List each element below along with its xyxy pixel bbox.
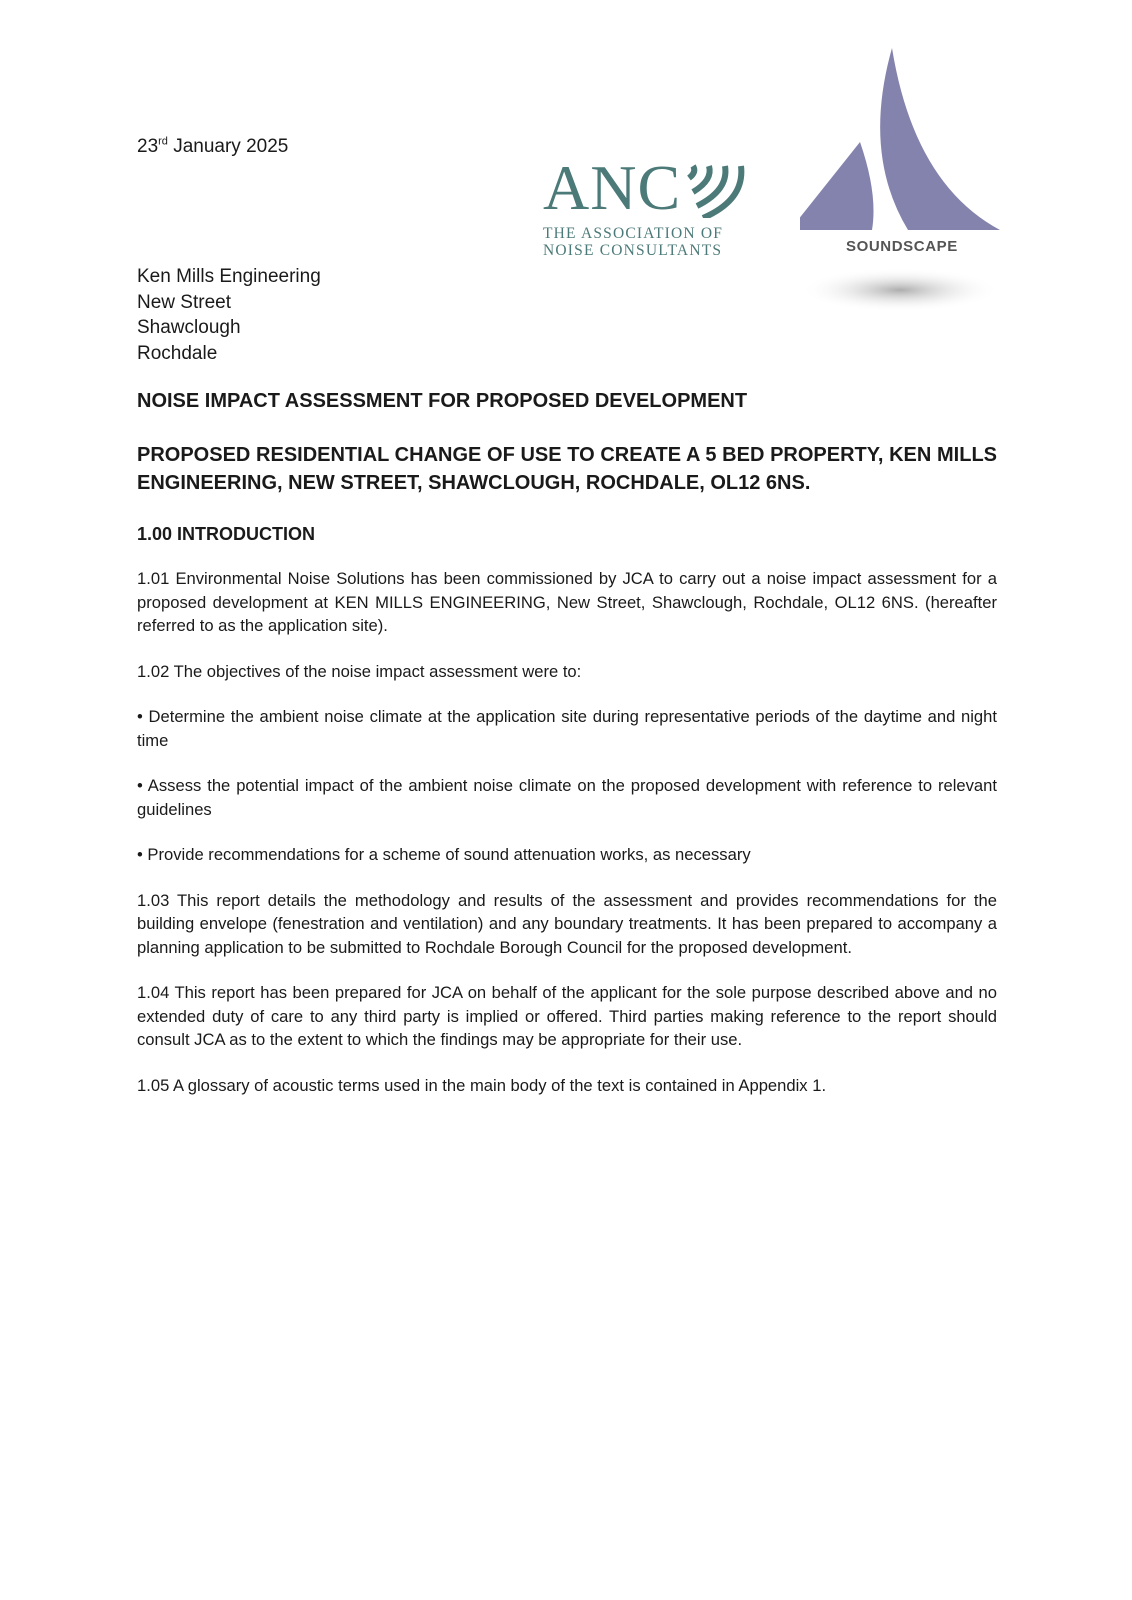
paragraph: 1.04 This report has been prepared for JCA on behalf of the applicant for the sole purpose described above and no extended duty of care to any third party is implied or offered. Third parties making reference to the report should consult JCA as to the extent to which the findings may be appropriate for their use. <box>137 983 997 1049</box>
document-body <box>137 387 997 1119</box>
section-heading: 1.00 INTRODUCTION <box>137 524 316 544</box>
soundscape-logo <box>800 44 1030 334</box>
bullet-item: • Provide recommendations for a scheme of sound attenuation works, as necessary <box>137 845 751 864</box>
address-line: Shawclough <box>137 317 241 338</box>
bullet-item: • Determine the ambient noise climate at the application site during representative periods of the daytime and night time <box>137 707 997 750</box>
sound-waves-icon <box>683 164 745 218</box>
anc-logo-subtitle: THE ASSOCIATION OF NOISE CONSULTANTS <box>543 225 724 259</box>
report-subtitle: PROPOSED RESIDENTIAL CHANGE OF USE TO CREATE A 5 BED PROPERTY, KEN MILLS ENGINEERING, NEW STREET, SHAWCLOUGH, ROCHDALE, OL12 6NS. <box>137 444 997 494</box>
address-line: Ken Mills Engineering <box>137 266 321 287</box>
sail-icon <box>800 44 1030 334</box>
anc-logo-wordmark: ANC <box>543 152 682 223</box>
address-line: New Street <box>137 291 231 313</box>
paragraph: 1.03 This report details the methodology and results of the assessment and provides recommendations for the building envelope (fenestration and ventilation) and any boundary treatments. It has been prepared to accompany a planning application to be submitted to Rochdale Borough Council for the proposed development. <box>137 890 997 957</box>
paragraph: 1.01 Environmental Noise Solutions has been commissioned by JCA to carry out a noise impact assessment for a proposed development at KEN MILLS ENGINEERING, New Street, Shawclough, Rochdale, OL12 6NS. (hereafter referred to as the application site). <box>137 569 997 635</box>
letter-date: 23rd January 2025 <box>137 135 289 157</box>
report-title: NOISE IMPACT ASSESSMENT FOR PROPOSED DEVELOPMENT <box>137 390 748 412</box>
soundscape-label: SOUNDSCAPE <box>846 238 958 255</box>
bullet-item: • Assess the potential impact of the ambient noise climate on the proposed development with reference to relevant guidelines <box>137 776 997 819</box>
paragraph: 1.05 A glossary of acoustic terms used in the main body of the text is contained in Appendix 1. <box>137 1075 827 1095</box>
anc-logo <box>543 152 748 262</box>
address-line: Rochdale <box>137 342 218 364</box>
recipient-address <box>137 264 321 366</box>
paragraph: 1.02 The objectives of the noise impact assessment were to: <box>137 661 582 681</box>
